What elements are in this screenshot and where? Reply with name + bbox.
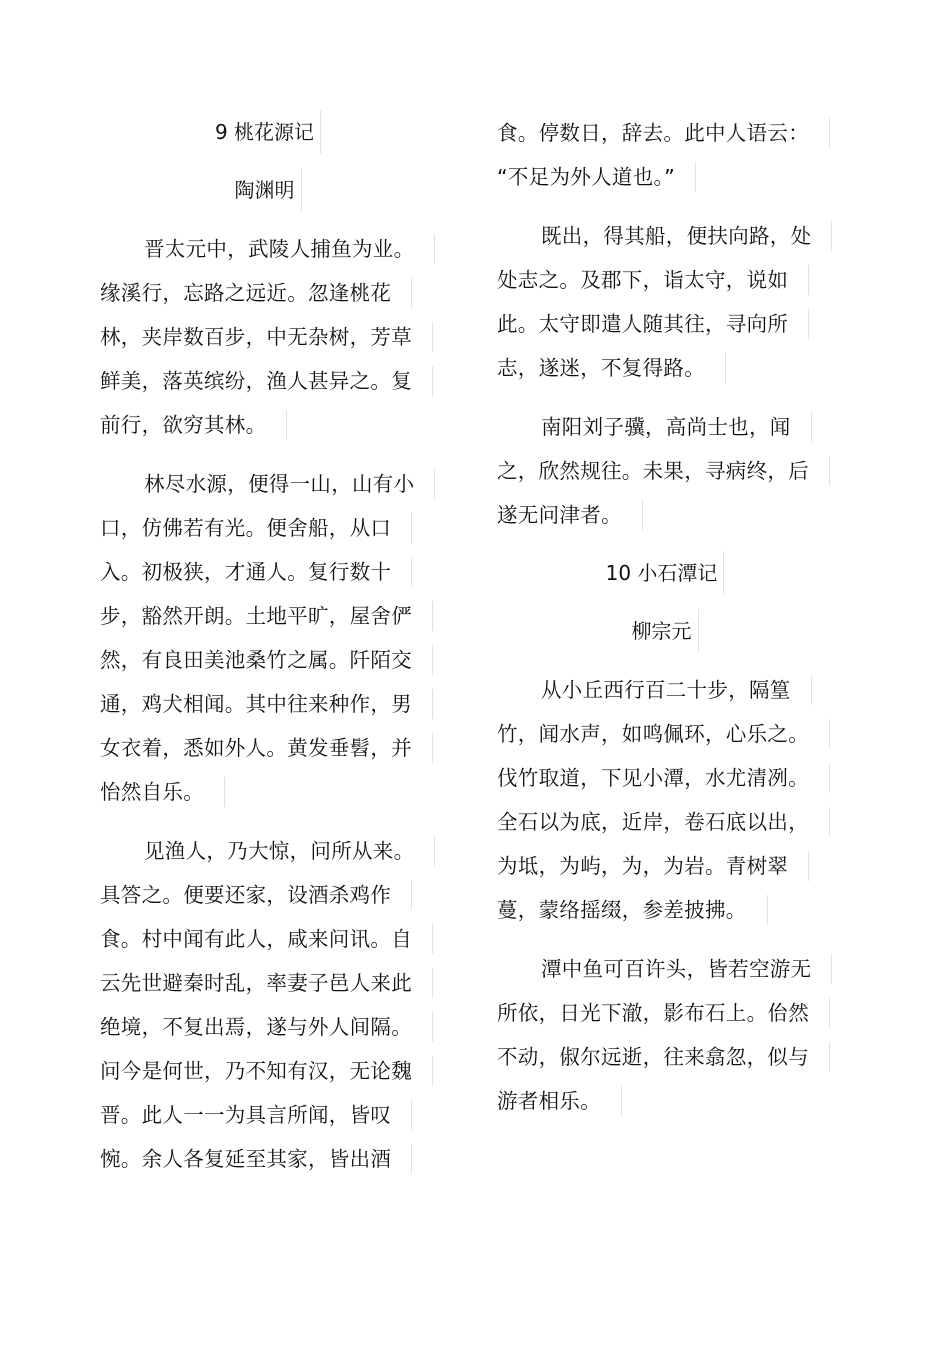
left-column xyxy=(100,110,436,1195)
essay-author: 柳宗元 xyxy=(497,609,833,653)
line-text: 林，夹岸数百步，中无杂树，芳草 xyxy=(100,322,433,352)
text-line xyxy=(100,358,436,402)
line-text: 绝境，不复出焉，遂与外人间隔。 xyxy=(100,1012,433,1042)
line-text: 见渔人，乃大惊，问所从来。 xyxy=(144,836,435,866)
text-line xyxy=(497,843,833,887)
line-text: 步，豁然开朗。土地平旷，屋舍俨 xyxy=(100,601,433,631)
line-text: 晋太元中，武陵人捕鱼为业。 xyxy=(144,234,435,264)
line-text: 此。太守即遣人随其往，寻向所 xyxy=(497,309,809,339)
text-line xyxy=(497,990,833,1034)
text-line xyxy=(497,110,833,154)
line-text: 通，鸡犬相闻。其中往来种作，男 xyxy=(100,689,433,719)
text-line xyxy=(497,448,833,492)
text-line xyxy=(497,799,833,843)
line-text: 之，欣然规往。未果，寻病终，后 xyxy=(497,456,830,486)
text-line xyxy=(497,492,833,536)
text-line xyxy=(497,711,833,755)
text-line xyxy=(497,1034,833,1078)
line-text: 从小丘西行百二十步，隔篁 xyxy=(541,675,812,705)
line-text: 鲜美，落英缤纷，渔人甚异之。复 xyxy=(100,366,433,396)
line-text: 处志之。及郡下，诣太守，说如 xyxy=(497,265,809,295)
text-line xyxy=(497,755,833,799)
text-line xyxy=(100,549,436,593)
line-text: 全石以为底，近岸，卷石底以出， xyxy=(497,807,830,837)
paragraph xyxy=(100,226,436,446)
text-line xyxy=(100,681,436,725)
text-line xyxy=(100,461,436,505)
text-line xyxy=(100,637,436,681)
text-line xyxy=(100,270,436,314)
paragraph xyxy=(497,946,833,1122)
line-text: 前行，欲穷其林。 xyxy=(100,410,287,440)
text-line xyxy=(497,345,833,389)
text-line xyxy=(100,314,436,358)
text-line xyxy=(100,960,436,1004)
line-text: 南阳刘子骥，高尚士也，闻 xyxy=(541,412,812,442)
text-line xyxy=(100,828,436,872)
line-text: 惋。余人各复延至其家，皆出酒 xyxy=(100,1144,412,1174)
line-text: 食。停数日，辞去。此中人语云： xyxy=(497,118,830,148)
line-text: 晋。此人一一为具言所闻，皆叹 xyxy=(100,1100,412,1130)
text-line xyxy=(497,887,833,931)
text-line xyxy=(100,769,436,813)
essay-author: 陶渊明 xyxy=(100,168,436,212)
text-line xyxy=(100,1092,436,1136)
line-text: 林尽水源，便得一山，山有小 xyxy=(144,469,435,499)
essay-title: 9 桃花源记 xyxy=(100,110,436,154)
line-text: 食。村中闻有此人，咸来问讯。自 xyxy=(100,924,433,954)
line-text: 伐竹取道，下见小潭，水尤清冽。 xyxy=(497,763,830,793)
paragraph xyxy=(497,110,833,198)
line-text: 怡然自乐。 xyxy=(100,777,225,807)
line-text: 为坻，为屿，为，为岩。青树翠 xyxy=(497,851,809,881)
paragraph xyxy=(497,213,833,389)
text-line xyxy=(100,872,436,916)
text-line xyxy=(100,505,436,549)
line-text: 问今是何世，乃不知有汉，无论魏 xyxy=(100,1056,433,1086)
text-line xyxy=(100,402,436,446)
essay-body xyxy=(100,226,436,1180)
line-text: 所依，日光下澈，影布石上。佁然 xyxy=(497,998,830,1028)
essay-body-continued xyxy=(497,110,833,536)
text-line xyxy=(100,1136,436,1180)
line-text: 潭中鱼可百许头，皆若空游无 xyxy=(541,954,832,984)
line-text: 既出，得其船，便扶向路，处 xyxy=(541,221,832,251)
text-line xyxy=(100,1004,436,1048)
line-text: 云先世避秦时乱，率妻子邑人来此 xyxy=(100,968,433,998)
line-text: 口，仿佛若有光。便舍船，从口 xyxy=(100,513,412,543)
line-text: 然，有良田美池桑竹之属。阡陌交 xyxy=(100,645,433,675)
text-line xyxy=(100,916,436,960)
paragraph xyxy=(100,828,436,1180)
text-line xyxy=(100,226,436,270)
line-text: 具答之。便要还家，设酒杀鸡作 xyxy=(100,880,412,910)
text-line xyxy=(497,667,833,711)
text-line xyxy=(100,593,436,637)
text-line xyxy=(100,1048,436,1092)
text-line xyxy=(497,257,833,301)
line-text: 竹，闻水声，如鸣佩环，心乐之。 xyxy=(497,719,830,749)
text-line xyxy=(497,946,833,990)
text-line xyxy=(497,301,833,345)
right-column xyxy=(497,110,833,1137)
text-line xyxy=(100,725,436,769)
line-text: 女衣着，悉如外人。黄发垂髫，并 xyxy=(100,733,433,763)
text-line xyxy=(497,154,833,198)
line-text: 游者相乐。 xyxy=(497,1086,622,1116)
text-line xyxy=(497,213,833,257)
essay-body xyxy=(497,667,833,1122)
essay-title: 10 小石潭记 xyxy=(497,551,833,595)
line-text: 遂无问津者。 xyxy=(497,500,643,530)
text-line xyxy=(497,404,833,448)
text-line xyxy=(497,1078,833,1122)
line-text: 蔓，蒙络摇缀，参差披拂。 xyxy=(497,895,768,925)
paragraph xyxy=(497,404,833,536)
line-text: 入。初极狭，才通人。复行数十 xyxy=(100,557,412,587)
line-text: 不动，俶尔远逝，往来翕忽，似与 xyxy=(497,1042,830,1072)
line-text: 志，遂迷，不复得路。 xyxy=(497,353,726,383)
line-text: “不足为外人道也。” xyxy=(497,162,696,192)
line-text: 缘溪行，忘路之远近。忽逢桃花 xyxy=(100,278,412,308)
paragraph xyxy=(100,461,436,813)
paragraph xyxy=(497,667,833,931)
